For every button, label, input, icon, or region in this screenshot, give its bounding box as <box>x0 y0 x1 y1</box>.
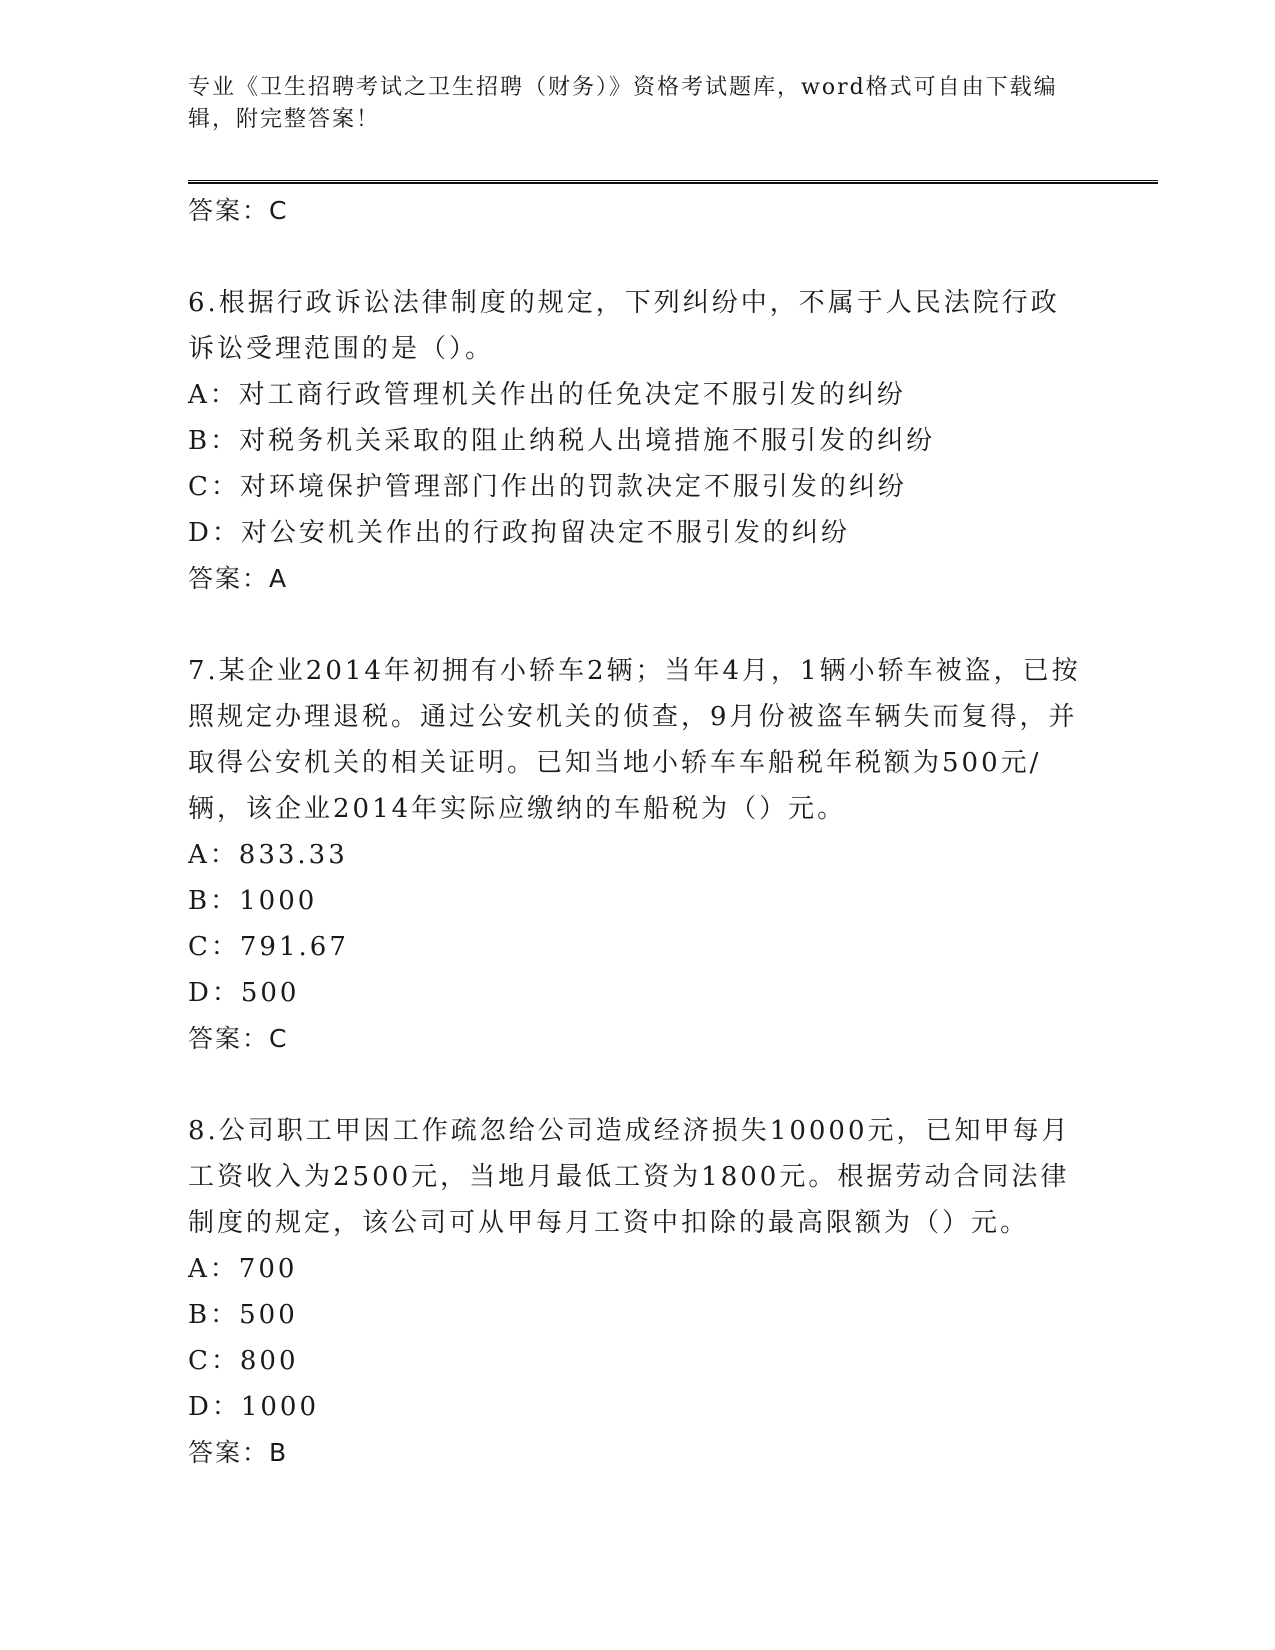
option-d: D：1000 <box>188 1392 320 1422</box>
document-header: 专业《卫生招聘考试之卫生招聘（财务）》资格考试题库，word格式可自由下载编辑，附完整答案！ <box>188 75 1058 132</box>
option-c: C：对环境保护管理部门作出的罚款决定不服引发的纠纷 <box>188 472 907 502</box>
document-body <box>188 188 1088 1476</box>
option-d: D：500 <box>188 978 300 1008</box>
option-d: D：对公安机关作出的行政拘留决定不服引发的纠纷 <box>188 518 850 548</box>
question-text: 8.公司职工甲因工作疏忽给公司造成经济损失10000元，已知甲每月工资收入为2500元，当地月最低工资为1800元。根据劳动合同法律制度的规定，该公司可从甲每月工资中扣除的最高限额为（）元。 <box>188 1116 1071 1238</box>
header-divider <box>188 180 1158 184</box>
option-a: A：700 <box>188 1254 298 1284</box>
answer-line: 答案：C <box>188 1024 289 1053</box>
answer-line: 答案：B <box>188 1438 289 1467</box>
option-c: C：800 <box>188 1346 299 1376</box>
answer-line: 答案：C <box>188 196 289 225</box>
question-text: 6.根据行政诉讼法律制度的规定，下列纠纷中，不属于人民法院行政诉讼受理范围的是（）。 <box>188 288 1060 364</box>
option-c: C：791.67 <box>188 932 349 962</box>
option-b: B：500 <box>188 1300 298 1330</box>
question-block-5-tail <box>188 188 1088 234</box>
option-a: A：对工商行政管理机关作出的任免决定不服引发的纠纷 <box>188 380 906 410</box>
answer-line: 答案：A <box>188 564 289 593</box>
question-block-7 <box>188 648 1088 1062</box>
option-a: A：833.33 <box>188 840 348 870</box>
question-text: 7.某企业2014年初拥有小轿车2辆；当年4月，1辆小轿车被盗，已按照规定办理退税。通过公安机关的侦查，9月份被盗车辆失而复得，并取得公安机关的相关证明。已知当地小轿车车船税年税额为500元/辆，该企业2014年实际应缴纳的车船税为（）元。 <box>188 656 1081 824</box>
option-b: B：对税务机关采取的阻止纳税人出境措施不服引发的纠纷 <box>188 426 936 456</box>
option-b: B：1000 <box>188 886 318 916</box>
question-block-8 <box>188 1108 1088 1476</box>
question-block-6 <box>188 280 1088 602</box>
